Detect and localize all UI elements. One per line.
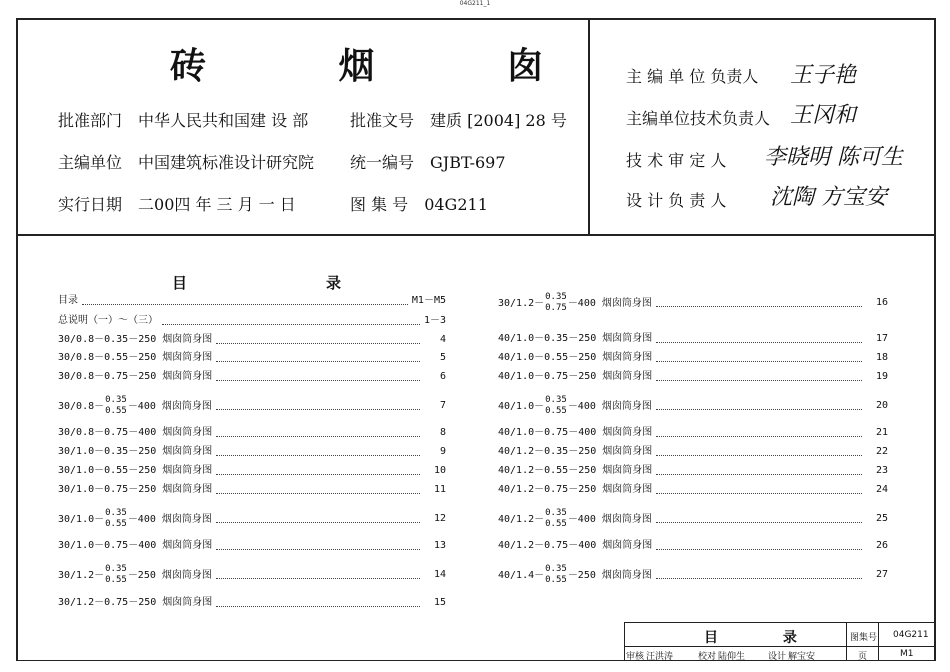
toc-entry-suffix: －250 烟囱筒身图 bbox=[567, 570, 652, 581]
toc-entry-page: 24 bbox=[875, 484, 888, 495]
toc-entry bbox=[58, 564, 446, 586]
toc-entry bbox=[498, 352, 888, 364]
toc-entry-page: 13 bbox=[433, 540, 446, 551]
toc-entry-fraction bbox=[545, 564, 567, 586]
toc-entry-title bbox=[58, 465, 212, 477]
toc-entry bbox=[498, 371, 888, 383]
tech-head-label: 主编单位技术负责人 bbox=[626, 109, 771, 128]
toc-entry-page: 18 bbox=[875, 352, 888, 363]
dot-leader bbox=[216, 468, 420, 475]
toc-entry-prefix: 30/1.0－0.75－400 烟囱筒身图 bbox=[58, 540, 213, 551]
toc-entry-prefix: 40/1.0－0.55－250 烟囱筒身图 bbox=[498, 352, 653, 363]
titleblock-title: 目 录 bbox=[704, 630, 827, 646]
toc-entry bbox=[498, 564, 888, 586]
design-head-signature: 沈陶 方宝安 bbox=[770, 185, 887, 210]
unit-head-label: 主 编 单 位 负责人 bbox=[626, 67, 759, 86]
dot-leader bbox=[656, 403, 862, 410]
toc-entry bbox=[498, 333, 888, 345]
toc-entry-prefix: 30/0.8－0.55－250 烟囱筒身图 bbox=[58, 352, 213, 363]
dot-leader bbox=[656, 336, 862, 343]
toc-entry-title bbox=[498, 352, 652, 364]
toc-entry bbox=[498, 292, 888, 314]
toc-entry-page: 14 bbox=[433, 569, 446, 580]
toc-entry-title bbox=[58, 295, 78, 307]
toc-entry-page: M1－M5 bbox=[411, 295, 446, 306]
tech-head-signature: 王冈和 bbox=[790, 103, 857, 128]
design-head-label: 设 计 负 责 人 bbox=[626, 191, 727, 210]
toc-entry-page: 7 bbox=[439, 400, 446, 411]
titleblock-verify-name: 陆仰生 bbox=[718, 652, 746, 662]
fraction-bottom: 0.55 bbox=[545, 575, 567, 585]
toc-entry-page: 4 bbox=[439, 334, 446, 345]
frame-right bbox=[934, 18, 936, 660]
toc-entry bbox=[58, 395, 446, 417]
toc-entry-prefix: 30/1.2－ bbox=[498, 298, 545, 309]
toc-entry bbox=[58, 352, 446, 364]
fraction-top: 0.35 bbox=[105, 564, 127, 574]
toc-entry-title bbox=[58, 484, 212, 496]
toc-entry-title bbox=[498, 564, 652, 586]
toc-entry-suffix: －400 烟囱筒身图 bbox=[567, 514, 652, 525]
toc-entry-title bbox=[498, 427, 652, 439]
frame-top bbox=[16, 18, 936, 20]
titleblock-col2 bbox=[878, 622, 879, 660]
dot-leader bbox=[656, 572, 862, 579]
toc-entry-suffix: －400 烟囱筒身图 bbox=[567, 401, 652, 412]
toc-entry-page: 5 bbox=[439, 352, 446, 363]
effective-date-row bbox=[58, 192, 296, 215]
toc-entry-prefix: 40/1.2－0.75－250 烟囱筒身图 bbox=[498, 484, 653, 495]
dot-leader bbox=[216, 572, 420, 579]
toc-entry-page: 20 bbox=[875, 400, 888, 411]
dot-leader bbox=[656, 430, 862, 437]
unit-head-signature: 王子艳 bbox=[790, 63, 857, 88]
toc-entry-page: 22 bbox=[875, 446, 888, 457]
toc-entry bbox=[58, 295, 446, 307]
page-caption: 04G211_1 bbox=[459, 0, 491, 7]
atlas-no-row bbox=[350, 192, 488, 215]
toc-entry-fraction bbox=[105, 395, 127, 417]
toc-entry-prefix: 30/1.2－0.75－250 烟囱筒身图 bbox=[58, 597, 213, 608]
unified-no-value: GJBT-697 bbox=[430, 153, 506, 172]
titleblock-atlas-label: 图集号 bbox=[850, 633, 878, 643]
dot-leader bbox=[162, 318, 420, 325]
frame-header-bottom bbox=[16, 234, 936, 236]
toc-entry-title bbox=[58, 446, 212, 458]
toc-entry bbox=[498, 508, 888, 530]
dot-leader bbox=[656, 516, 862, 523]
atlas-no-value: 04G211 bbox=[424, 195, 488, 214]
dot-leader bbox=[216, 374, 420, 381]
toc-entry bbox=[498, 395, 888, 417]
dot-leader bbox=[656, 468, 862, 475]
toc-entry-title bbox=[498, 484, 652, 496]
fraction-bottom: 0.55 bbox=[545, 519, 567, 529]
fraction-bottom: 0.55 bbox=[105, 406, 127, 416]
toc-entry-prefix: 30/1.0－0.35－250 烟囱筒身图 bbox=[58, 446, 213, 457]
dot-leader bbox=[656, 300, 862, 307]
toc-entry bbox=[498, 446, 888, 458]
titleblock-col1 bbox=[846, 622, 847, 660]
toc-entry-page: 15 bbox=[433, 597, 446, 608]
fraction-top: 0.35 bbox=[105, 508, 127, 518]
toc-entry-title bbox=[58, 564, 212, 586]
editor-unit-value: 中国建筑标准设计研究院 bbox=[138, 153, 315, 172]
fraction-top: 0.35 bbox=[545, 564, 567, 574]
toc-entry-suffix: －400 烟囱筒身图 bbox=[127, 514, 212, 525]
toc-entry bbox=[58, 446, 446, 458]
toc-entry-prefix: 40/1.2－0.75－400 烟囱筒身图 bbox=[498, 540, 653, 551]
toc-entry-page: 16 bbox=[875, 297, 888, 308]
toc-entry-suffix: －400 烟囱筒身图 bbox=[567, 298, 652, 309]
toc-entry-prefix: 40/1.2－0.35－250 烟囱筒身图 bbox=[498, 446, 653, 457]
toc-entry-page: 1－3 bbox=[423, 315, 446, 326]
effective-date-value: 二00四 年 三 月 一 日 bbox=[138, 195, 296, 214]
titleblock-verify-label: 校对 bbox=[698, 652, 717, 662]
editor-unit-label: 主编单位 bbox=[58, 153, 123, 172]
toc-entry-title bbox=[58, 597, 212, 609]
toc-entry-title bbox=[498, 371, 652, 383]
dot-leader bbox=[656, 355, 862, 362]
toc-entry-title bbox=[498, 333, 652, 345]
toc-entry-prefix: 30/0.8－0.75－400 烟囱筒身图 bbox=[58, 427, 213, 438]
toc-entry-page: 17 bbox=[875, 333, 888, 344]
toc-entry-page: 27 bbox=[875, 569, 888, 580]
toc-entry-prefix: 40/1.0－0.75－250 烟囱筒身图 bbox=[498, 371, 653, 382]
toc-entry-prefix: 30/1.0－0.75－250 烟囱筒身图 bbox=[58, 484, 213, 495]
review-label: 技 术 审 定 人 bbox=[626, 151, 727, 170]
dot-leader bbox=[656, 374, 862, 381]
toc-entry-prefix: 30/0.8－ bbox=[58, 401, 105, 412]
editor-unit-row bbox=[58, 150, 314, 173]
toc-entry bbox=[498, 540, 888, 552]
titleblock-atlas-no: 04G211 bbox=[893, 630, 929, 640]
toc-entry bbox=[498, 427, 888, 439]
fraction-bottom: 0.75 bbox=[545, 303, 567, 313]
titleblock-left bbox=[624, 622, 625, 660]
toc-entry-title bbox=[498, 540, 652, 552]
toc-entry-prefix: 30/0.8－0.75－250 烟囱筒身图 bbox=[58, 371, 213, 382]
approval-dept-value: 中华人民共和国建 设 部 bbox=[138, 111, 309, 130]
toc-entry-title bbox=[58, 395, 212, 417]
toc-entry-fraction bbox=[105, 508, 127, 530]
approval-no-label: 批准文号 bbox=[350, 111, 415, 130]
toc-entry bbox=[58, 597, 446, 609]
dot-leader bbox=[216, 337, 420, 344]
toc-entry-suffix: －250 烟囱筒身图 bbox=[127, 570, 212, 581]
toc-entry-title bbox=[498, 508, 652, 530]
unified-no-label: 统一编号 bbox=[350, 153, 415, 172]
toc-entry bbox=[498, 484, 888, 496]
dot-leader bbox=[216, 430, 420, 437]
fraction-bottom: 0.55 bbox=[545, 406, 567, 416]
toc-entry-title bbox=[498, 446, 652, 458]
toc-entry bbox=[58, 465, 446, 477]
toc-entry-page: 23 bbox=[875, 465, 888, 476]
titleblock-check-name: 汪洪涛 bbox=[646, 652, 674, 662]
approval-no-row bbox=[350, 108, 567, 131]
titleblock-page-no: M1 bbox=[900, 649, 914, 659]
toc-entry-page: 12 bbox=[433, 513, 446, 524]
toc-entry-suffix: －400 烟囱筒身图 bbox=[127, 401, 212, 412]
toc-entry-page: 9 bbox=[439, 446, 446, 457]
toc-entry-page: 6 bbox=[439, 371, 446, 382]
toc-entry bbox=[58, 484, 446, 496]
toc-entry-prefix: 目录 bbox=[58, 295, 78, 306]
toc-entry-prefix: 40/1.2－0.55－250 烟囱筒身图 bbox=[498, 465, 653, 476]
fraction-bottom: 0.55 bbox=[105, 519, 127, 529]
fraction-top: 0.35 bbox=[545, 395, 567, 405]
dot-leader bbox=[216, 543, 420, 550]
fraction-top: 0.35 bbox=[105, 395, 127, 405]
toc-entry-title bbox=[498, 292, 652, 314]
titleblock-page-label: 页 bbox=[858, 652, 868, 662]
toc-heading-right: 录 bbox=[326, 274, 342, 292]
dot-leader bbox=[216, 487, 420, 494]
toc-entry bbox=[58, 371, 446, 383]
toc-entry-prefix: 40/1.0－0.75－400 烟囱筒身图 bbox=[498, 427, 653, 438]
toc-entry-fraction bbox=[545, 292, 567, 314]
effective-date-label: 实行日期 bbox=[58, 195, 123, 214]
frame-left bbox=[16, 18, 18, 660]
toc-entry bbox=[58, 540, 446, 552]
toc-entry-title bbox=[58, 508, 212, 530]
dot-leader bbox=[82, 298, 408, 305]
fraction-top: 0.35 bbox=[545, 292, 567, 302]
toc-entry-page: 8 bbox=[439, 427, 446, 438]
dot-leader bbox=[656, 449, 862, 456]
toc-entry-fraction bbox=[105, 564, 127, 586]
dot-leader bbox=[216, 449, 420, 456]
toc-entry-title bbox=[58, 352, 212, 364]
toc-entry-prefix: 40/1.0－0.35－250 烟囱筒身图 bbox=[498, 333, 653, 344]
toc-entry-title bbox=[58, 334, 212, 346]
toc-entry-fraction bbox=[545, 395, 567, 417]
toc-entry-prefix: 30/0.8－0.35－250 烟囱筒身图 bbox=[58, 334, 213, 345]
dot-leader bbox=[656, 487, 862, 494]
toc-entry-title bbox=[58, 427, 212, 439]
toc-entry-title bbox=[498, 465, 652, 477]
toc-entry bbox=[58, 427, 446, 439]
fraction-bottom: 0.55 bbox=[105, 575, 127, 585]
titleblock-design-name: 解宝安 bbox=[788, 652, 816, 662]
approval-dept-label: 批准部门 bbox=[58, 111, 123, 130]
review-signature: 李晓明 陈可生 bbox=[764, 145, 903, 170]
toc-entry-prefix: 40/1.2－ bbox=[498, 514, 545, 525]
dot-leader bbox=[216, 355, 420, 362]
dot-leader bbox=[216, 403, 420, 410]
toc-entry-page: 25 bbox=[875, 513, 888, 524]
dot-leader bbox=[216, 516, 420, 523]
dot-leader bbox=[656, 543, 862, 550]
toc-entry-page: 26 bbox=[875, 540, 888, 551]
toc-entry-prefix: 40/1.4－ bbox=[498, 570, 545, 581]
approval-dept-row bbox=[58, 108, 308, 131]
toc-entry-prefix: 总说明（一）～（三） bbox=[58, 315, 158, 326]
toc-entry-prefix: 30/1.0－ bbox=[58, 514, 105, 525]
toc-entry-page: 10 bbox=[433, 465, 446, 476]
toc-entry bbox=[58, 334, 446, 346]
toc-entry bbox=[58, 508, 446, 530]
fraction-top: 0.35 bbox=[545, 508, 567, 518]
approval-no-value: 建质 [2004] 28 号 bbox=[430, 111, 567, 130]
toc-entry-title bbox=[58, 540, 212, 552]
toc-entry-page: 21 bbox=[875, 427, 888, 438]
toc-entry-fraction bbox=[545, 508, 567, 530]
document-title: 砖 烟 囱 bbox=[170, 45, 604, 87]
dot-leader bbox=[216, 600, 420, 607]
toc-entry-prefix: 40/1.0－ bbox=[498, 401, 545, 412]
atlas-no-label: 图 集 号 bbox=[350, 195, 409, 214]
toc-entry-page: 19 bbox=[875, 371, 888, 382]
toc-entry bbox=[58, 315, 446, 327]
toc-entry-title bbox=[58, 315, 158, 327]
titleblock-check-label: 审核 bbox=[626, 652, 645, 662]
toc-entry bbox=[498, 465, 888, 477]
unified-no-row bbox=[350, 150, 506, 173]
toc-entry-title bbox=[498, 395, 652, 417]
titleblock-design-label: 设计 bbox=[768, 652, 787, 662]
toc-entry-title bbox=[58, 371, 212, 383]
toc-heading-left: 目 bbox=[172, 274, 188, 292]
toc-entry-prefix: 30/1.2－ bbox=[58, 570, 105, 581]
toc-entry-page: 11 bbox=[433, 484, 446, 495]
toc-entry-prefix: 30/1.0－0.55－250 烟囱筒身图 bbox=[58, 465, 213, 476]
titleblock-top bbox=[624, 622, 934, 623]
